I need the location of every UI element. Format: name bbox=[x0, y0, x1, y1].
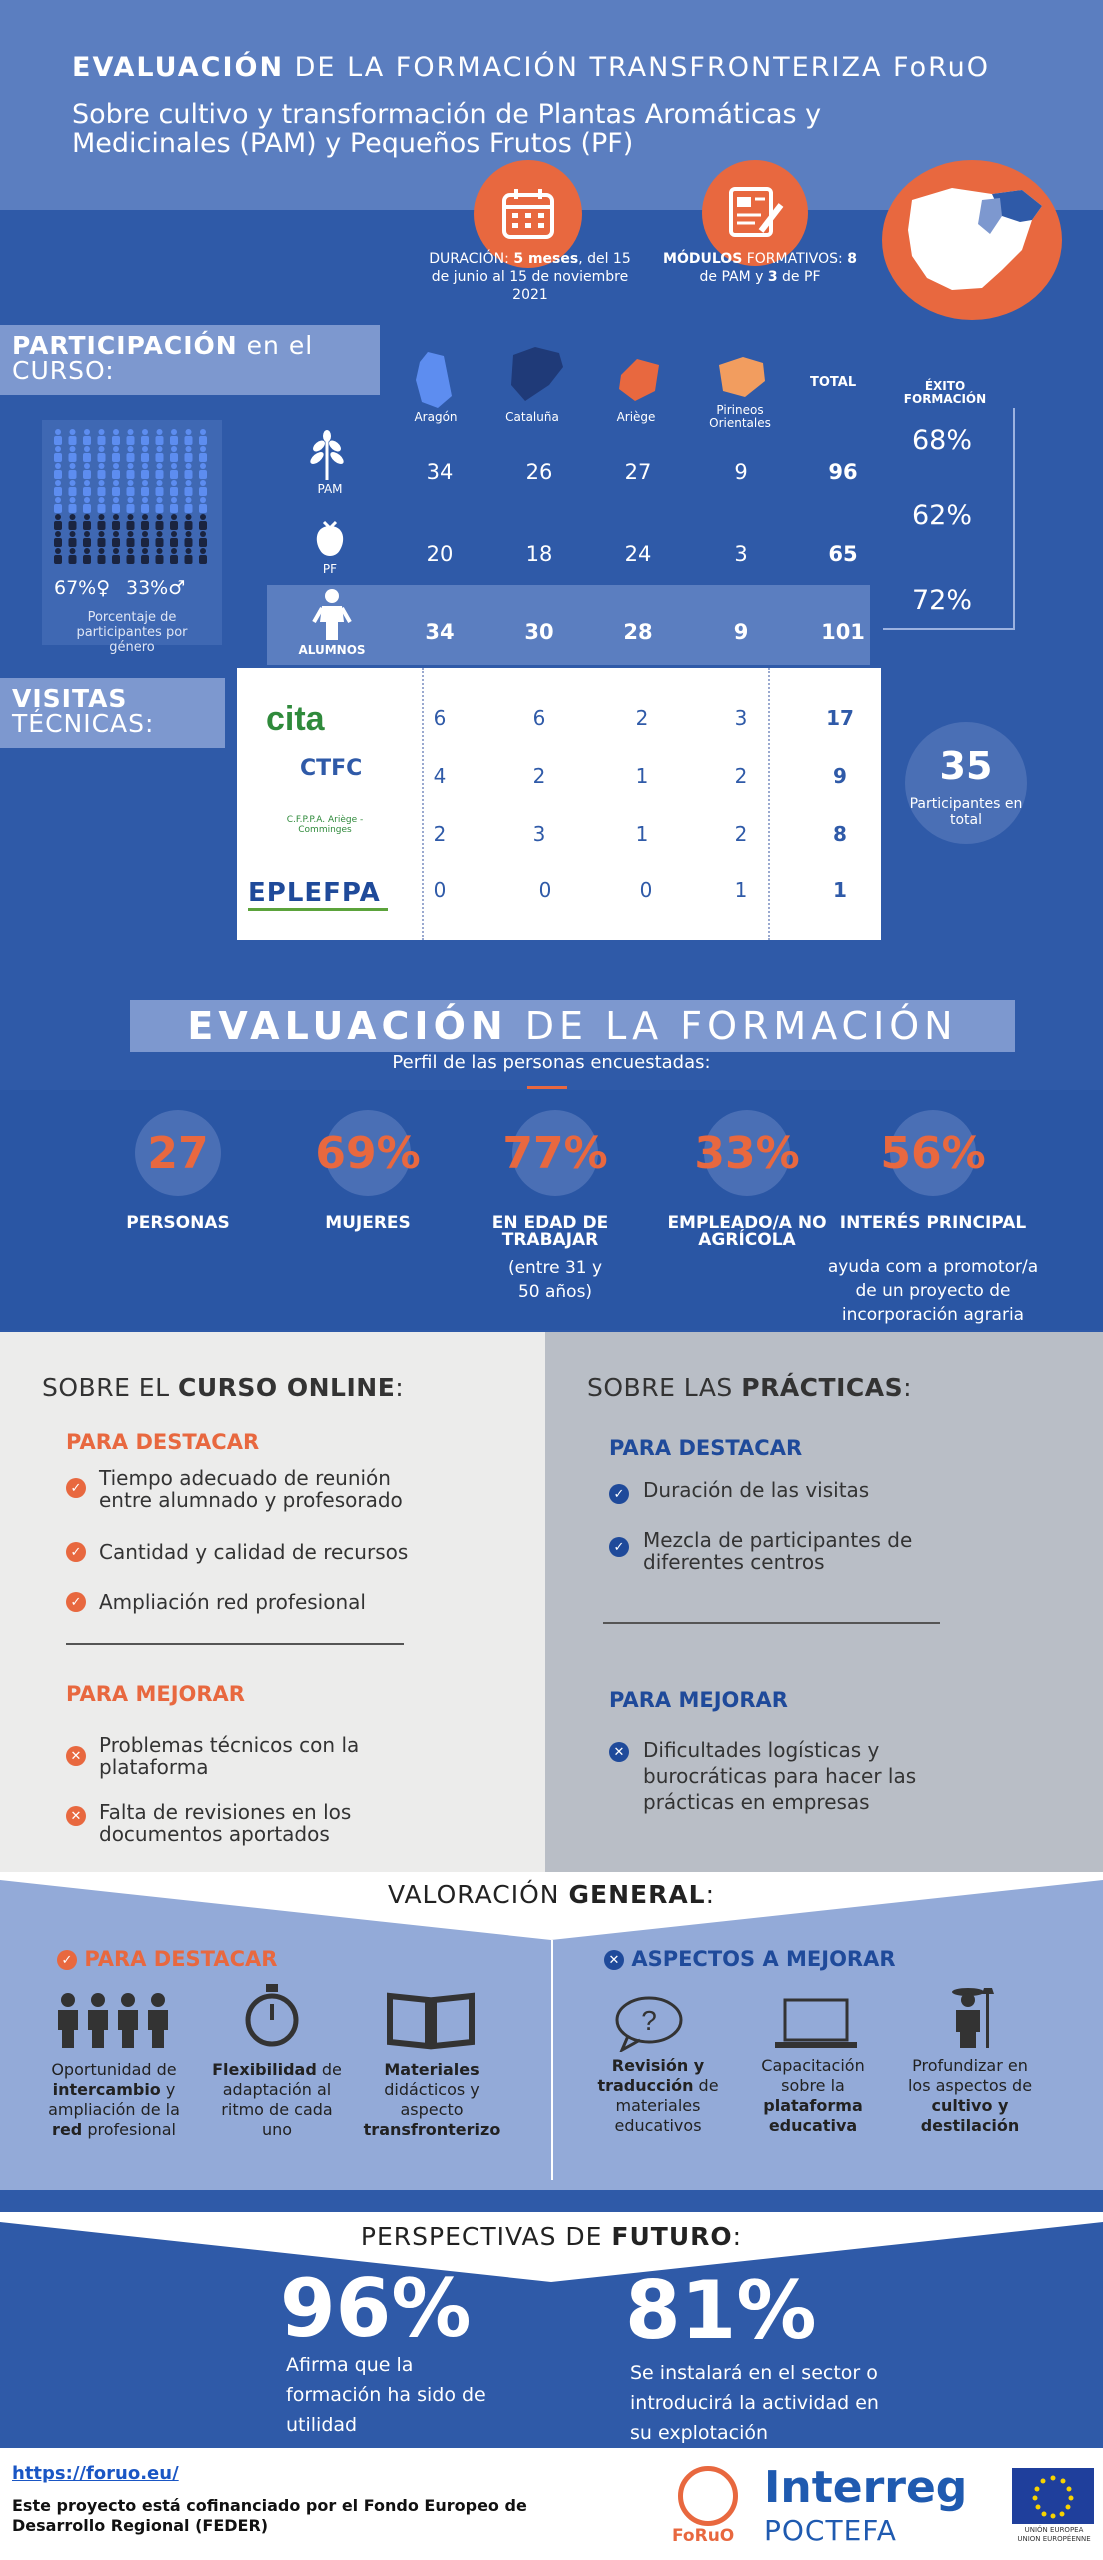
students-total: 101 bbox=[821, 620, 865, 644]
pf-cataluna: 18 bbox=[525, 542, 553, 566]
visits-cita-total: 17 bbox=[826, 706, 854, 730]
practices-highlight-label: PARA DESTACAR bbox=[609, 1436, 803, 1460]
online-highlight-item: Tiempo adecuado de reunión entre alumnado y profesorado bbox=[99, 1466, 403, 1512]
visits-eplefpa-ariege: 0 bbox=[639, 878, 653, 902]
stat-age-value: 77% bbox=[512, 1110, 598, 1196]
cross-icon: ✕ bbox=[66, 1746, 86, 1766]
students-aragon: 34 bbox=[425, 620, 455, 644]
pam-ariege: 27 bbox=[624, 460, 652, 484]
practices-highlight-item: Mezcla de participantes de diferentes centros bbox=[643, 1528, 913, 1574]
online-improve-item: Problemas técnicos con la plataforma bbox=[99, 1733, 360, 1779]
leaf-icon bbox=[305, 430, 349, 482]
visits-cita-cataluna: 6 bbox=[532, 706, 546, 730]
poctefa-logo: POCTEFA bbox=[764, 2514, 897, 2547]
visits-cfppa-total: 8 bbox=[833, 822, 847, 846]
practices-improve-item: Dificultades logísticas y burocráticas para hacer las prácticas en empresas bbox=[643, 1738, 917, 1814]
check-icon: ✓ bbox=[609, 1484, 629, 1504]
eplefpa-logo: EPLEFPA bbox=[248, 878, 388, 911]
future-left-text: Afirma que la formación ha sido de utilidad bbox=[286, 2354, 486, 2436]
svg-text:?: ? bbox=[641, 2005, 657, 2036]
region-label: Cataluña bbox=[505, 410, 559, 424]
success-header: ÉXITO FORMACIÓN bbox=[903, 379, 987, 406]
practices-improve-label: PARA MEJORAR bbox=[609, 1688, 788, 1712]
page-title: EVALUACIÓN DE LA FORMACIÓN TRANSFRONTERIZA FoRuO bbox=[72, 52, 990, 83]
visits-eplefpa-pirineos: 1 bbox=[734, 878, 748, 902]
general-improve-label: ✕ ASPECTOS A MEJORAR bbox=[604, 1947, 896, 1971]
divider bbox=[551, 1940, 553, 2180]
gender-caption: Porcentaje de participantes por género bbox=[76, 610, 188, 655]
spain-map-icon bbox=[882, 160, 1062, 320]
visits-ctfc-ariege: 1 bbox=[635, 764, 649, 788]
stopwatch-icon bbox=[242, 1982, 302, 2050]
stat-interest-sub: ayuda com a promotor/a de un proyecto de incorporación agraria bbox=[827, 1257, 1039, 1325]
region-label: Aragón bbox=[414, 410, 458, 424]
future-title: PERSPECTIVAS DE FUTURO: bbox=[360, 2222, 743, 2251]
farmer-icon bbox=[940, 1984, 996, 2050]
duration-info: DURACIÓN: 5 meses, del 15 de junio al 15 de noviembre 2021 bbox=[429, 251, 631, 303]
visits-ctfc-aragon: 4 bbox=[433, 764, 447, 788]
future-right-value: 81% bbox=[625, 2264, 817, 2357]
future-right-text: Se instalará en el sector o introducirá la actividad en su explotación bbox=[630, 2362, 879, 2444]
check-icon: ✓ bbox=[66, 1592, 86, 1612]
region-label: Ariège bbox=[616, 410, 656, 424]
question-bubble-icon bbox=[614, 1996, 684, 2052]
practices-highlight-item: Duración de las visitas bbox=[643, 1478, 870, 1502]
students-cataluna: 30 bbox=[524, 620, 554, 644]
students-ariege: 28 bbox=[623, 620, 653, 644]
row-label-pf: PF bbox=[322, 562, 338, 576]
divider bbox=[66, 1643, 404, 1645]
check-icon: ✓ bbox=[66, 1542, 86, 1562]
stat-people-label: PERSONAS bbox=[126, 1213, 230, 1233]
pam-total: 96 bbox=[828, 460, 858, 484]
students-pirineos: 9 bbox=[733, 620, 749, 644]
online-highlight-item: Ampliación red profesional bbox=[99, 1590, 366, 1614]
evaluation-title: EVALUACIÓN DE LA FORMACIÓN bbox=[130, 1000, 1015, 1052]
stat-employed-label: EMPLEADO/A NO AGRÍCOLA bbox=[667, 1213, 827, 1250]
future-left-value: 96% bbox=[280, 2262, 472, 2355]
check-icon: ✓ bbox=[66, 1478, 86, 1498]
ctfc-logo: CTFC bbox=[300, 756, 363, 781]
success-pam: 68% bbox=[912, 425, 973, 456]
general-improve-3: Profundizar en los aspectos de cultivo y destilación bbox=[907, 2056, 1033, 2135]
general-improve-1: Revisión y traducción de materiales educativos bbox=[597, 2056, 719, 2135]
stat-women-label: MUJERES bbox=[325, 1213, 411, 1233]
foruo-logo-icon bbox=[678, 2466, 738, 2526]
online-improve-item: Falta de revisiones en los documentos aportados bbox=[99, 1800, 352, 1846]
funding-text: Este proyecto está cofinanciado por el Fondo Europeo de Desarrollo Regional (FEDER) bbox=[12, 2496, 527, 2535]
profile-subtitle: Perfil de las personas encuestadas: bbox=[392, 1052, 711, 1073]
visits-cfppa-pirineos: 2 bbox=[734, 822, 748, 846]
online-improve-label: PARA MEJORAR bbox=[66, 1682, 245, 1706]
modules-info: MÓDULOS FORMATIVOS: 8 de PAM y 3 de PF bbox=[663, 251, 857, 285]
row-label-pam: PAM bbox=[317, 482, 343, 496]
online-highlight-item: Cantidad y calidad de recursos bbox=[99, 1540, 409, 1564]
participation-title: PARTICIPACIÓN en el CURSO: bbox=[0, 325, 380, 395]
online-title: SOBRE EL CURSO ONLINE: bbox=[42, 1373, 405, 1402]
visits-cita-pirineos: 3 bbox=[734, 706, 748, 730]
pam-cataluna: 26 bbox=[525, 460, 553, 484]
group-people-icon bbox=[54, 1990, 174, 2050]
general-highlight-3: Materiales didácticos y aspecto transfronterizo bbox=[363, 2060, 501, 2139]
male-percentage: 33%♂ bbox=[126, 577, 186, 599]
check-icon: ✓ bbox=[609, 1537, 629, 1557]
eu-caption: UNIÓN EUROPEA UNION EUROPÉENNE bbox=[1017, 2526, 1091, 2543]
visits-ctfc-total: 9 bbox=[833, 764, 847, 788]
general-highlight-1: Oportunidad de intercambio y ampliación de la red profesional bbox=[48, 2060, 180, 2139]
person-icon bbox=[310, 588, 354, 642]
visits-eplefpa-aragon: 0 bbox=[433, 878, 447, 902]
stat-age-label: EN EDAD DE TRABAJAR bbox=[491, 1213, 609, 1250]
pf-pirineos: 3 bbox=[734, 542, 748, 566]
divider bbox=[603, 1622, 940, 1624]
region-label: Pirineos Orientales bbox=[709, 403, 771, 430]
cross-icon: ✕ bbox=[66, 1806, 86, 1826]
stat-women-value: 69% bbox=[325, 1110, 411, 1196]
laptop-icon bbox=[773, 1996, 859, 2050]
stat-age-sub: (entre 31 y 50 años) bbox=[507, 1258, 603, 1302]
people-pictogram-icon bbox=[42, 420, 222, 570]
success-pf: 62% bbox=[912, 500, 973, 531]
pirineos-orientales-map-icon bbox=[715, 355, 767, 399]
total-header: TOTAL bbox=[810, 375, 857, 390]
foruo-logo-text: FoRuO bbox=[672, 2526, 735, 2546]
accent-line bbox=[527, 1086, 567, 1089]
visits-cita-ariege: 2 bbox=[635, 706, 649, 730]
female-percentage: 67%♀ bbox=[54, 577, 111, 599]
website-link[interactable]: https://foruo.eu/ bbox=[12, 2463, 179, 2484]
interreg-logo: Interreg bbox=[764, 2462, 968, 2513]
page-subtitle: Sobre cultivo y transformación de Plantas Aromáticas y Medicinales (PAM) y Pequeños Frutos (PF) bbox=[72, 99, 822, 159]
pf-ariege: 24 bbox=[624, 542, 652, 566]
general-highlight-label: ✓ PARA DESTACAR bbox=[57, 1947, 277, 1971]
eu-flag-icon bbox=[1012, 2468, 1094, 2524]
pf-total: 65 bbox=[828, 542, 858, 566]
participants-total: 35 bbox=[939, 744, 993, 788]
visits-ctfc-pirineos: 2 bbox=[734, 764, 748, 788]
stat-employed-value: 33% bbox=[704, 1110, 790, 1196]
pam-aragon: 34 bbox=[426, 460, 454, 484]
general-highlight-2: Flexibilidad de adaptación al ritmo de cada uno bbox=[212, 2060, 342, 2139]
visits-cfppa-ariege: 1 bbox=[635, 822, 649, 846]
pam-pirineos: 9 bbox=[734, 460, 748, 484]
berry-icon bbox=[310, 518, 350, 562]
cataluna-map-icon bbox=[505, 345, 565, 405]
visits-eplefpa-total: 1 bbox=[833, 878, 847, 902]
success-students: 72% bbox=[912, 585, 973, 616]
stat-interest-value: 56% bbox=[890, 1110, 976, 1196]
pf-aragon: 20 bbox=[426, 542, 454, 566]
visits-eplefpa-cataluna: 0 bbox=[538, 878, 552, 902]
visits-title: VISITAS TÉCNICAS: bbox=[0, 678, 225, 748]
stat-people-value: 27 bbox=[135, 1110, 221, 1196]
stat-interest-label: INTERÉS PRINCIPAL bbox=[839, 1213, 1027, 1233]
ariege-map-icon bbox=[615, 355, 665, 403]
visits-cfppa-aragon: 2 bbox=[433, 822, 447, 846]
visits-cita-aragon: 6 bbox=[433, 706, 447, 730]
visits-cfppa-cataluna: 3 bbox=[532, 822, 546, 846]
cita-logo: cita bbox=[266, 700, 325, 738]
general-improve-2: Capacitación sobre la plataforma educativa bbox=[761, 2056, 865, 2135]
visits-ctfc-cataluna: 2 bbox=[532, 764, 546, 788]
cross-icon: ✕ bbox=[609, 1742, 629, 1762]
book-icon bbox=[386, 1990, 476, 2050]
cfppa-logo: C.F.P.P.A. Ariège - Comminges bbox=[286, 815, 364, 835]
participants-label: Participantes en total bbox=[909, 796, 1023, 828]
aragon-map-icon bbox=[410, 350, 460, 410]
row-label-students: ALUMNOS bbox=[298, 643, 366, 657]
practices-title: SOBRE LAS PRÁCTICAS: bbox=[587, 1373, 913, 1402]
online-highlight-label: PARA DESTACAR bbox=[66, 1430, 260, 1454]
general-title: VALORACIÓN GENERAL: bbox=[387, 1880, 716, 1909]
